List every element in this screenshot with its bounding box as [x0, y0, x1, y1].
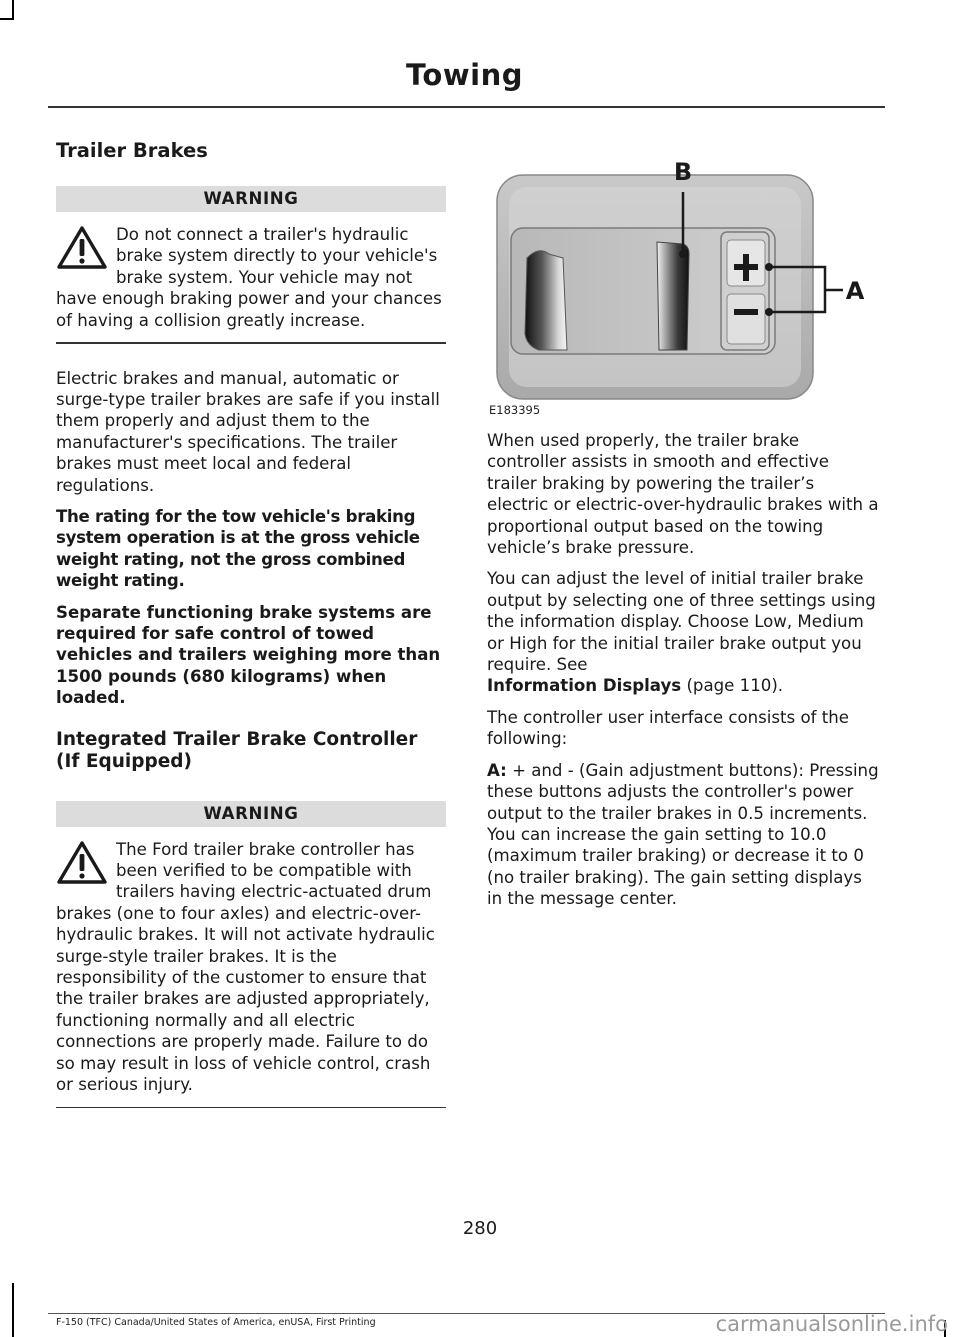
right-column — [487, 430, 879, 910]
paragraph-adjust-text: You can adjust the level of initial trailer brake output by selecting one of three settings using the information display. Choose Low, Medium or High for the initial trailer brake output you require. See — [487, 569, 876, 675]
trailer-brake-controller-illustration — [487, 150, 887, 420]
paragraph-adjust-level — [487, 568, 879, 696]
warning-1-divider — [56, 342, 446, 344]
information-displays-link[interactable]: Information Displays — [487, 676, 682, 696]
watermark: carmanualsonline.info — [715, 1312, 948, 1336]
paragraph-electric-brakes: Electric brakes and manual, automatic or surge-type trailer brakes are safe if you install them properly and adjust them to the manufacturer's specifications. The trailer brakes must meet local and federal regulations. — [56, 368, 440, 495]
callout-b: B — [673, 158, 693, 186]
left-column — [56, 140, 446, 1108]
item-a-text: + and - (Gain adjustment buttons): Pressing these buttons adjusts the controller's power output to the trailer brakes in 0.5 increments. You can increase the gain setting to 10.0 (maximum trailer braking) or decrease it to 0 (no trailer braking). The gain setting displays in the message center. — [487, 760, 879, 909]
paragraph-braking-rating: The rating for the tow vehicle's braking system operation is at the gross vehicle weight rating, not the gross combined weight rating. — [56, 506, 420, 591]
warning-2-text: The Ford trailer brake controller has been verified to be compatible with trailers having electric-actuated drum brakes (one to four axles) and electric-over-hydraulic brakes. It will not activate hydraulic surge-style trailer brakes. It is the responsibility of the customer to ensure that the trailer brakes are adjusted appropriately, functioning normally and all electric connections are properly made. Failure to do so may result in loss of vehicle control, crash or serious injury. — [56, 839, 435, 1095]
heading-integrated-controller: Integrated Trailer Brake Controller (If Equipped) — [56, 728, 418, 772]
page-reference: (page 110). — [681, 676, 784, 696]
warning-triangle-icon — [56, 839, 108, 885]
page-header-title: Towing — [406, 58, 523, 92]
warning-1-text: Do not connect a trailer's hydraulic brake system directly to your vehicle's brake system. Your vehicle may not have enough braking power and your chances of having a collision greatly increase. — [56, 225, 442, 330]
callout-a: A — [845, 277, 865, 305]
figure-code: E183395 — [489, 403, 541, 417]
minus-button-icon — [734, 309, 758, 315]
warning-2-divider — [56, 1107, 446, 1109]
heading-trailer-brakes: Trailer Brakes — [56, 139, 208, 162]
paragraph-when-used: When used properly, the trailer brake controller assists in smooth and effective trailer braking by powering the trailer’s electric or electric-over-hydraulic brakes with a proportional output based on the towing vehicle’s brake pressure. — [487, 431, 879, 558]
crop-mark-top-left — [12, 0, 14, 20]
warning-1-header: WARNING — [56, 186, 446, 212]
paragraph-interface: The controller user interface consists of the following: — [487, 707, 849, 749]
page-number: 280 — [462, 1218, 498, 1239]
warning-triangle-icon — [56, 224, 108, 270]
warning-1-body — [56, 212, 446, 344]
crop-mark-bottom-left — [12, 1283, 14, 1337]
item-a-label: A: — [487, 760, 507, 780]
crop-mark-top-left-h — [0, 18, 14, 20]
warning-2-header: WARNING — [56, 801, 446, 827]
paragraph-separate-systems: Separate functioning brake systems are required for safe control of towed vehicles and trailers weighing more than 1500 pounds (680 kilograms) when loaded. — [56, 602, 441, 708]
warning-2-body — [56, 827, 446, 1108]
header-divider — [48, 106, 885, 108]
item-a-description — [487, 760, 879, 910]
footer-edition: F-150 (TFC) Canada/United States of America, enUSA, First Printing — [56, 1317, 376, 1328]
